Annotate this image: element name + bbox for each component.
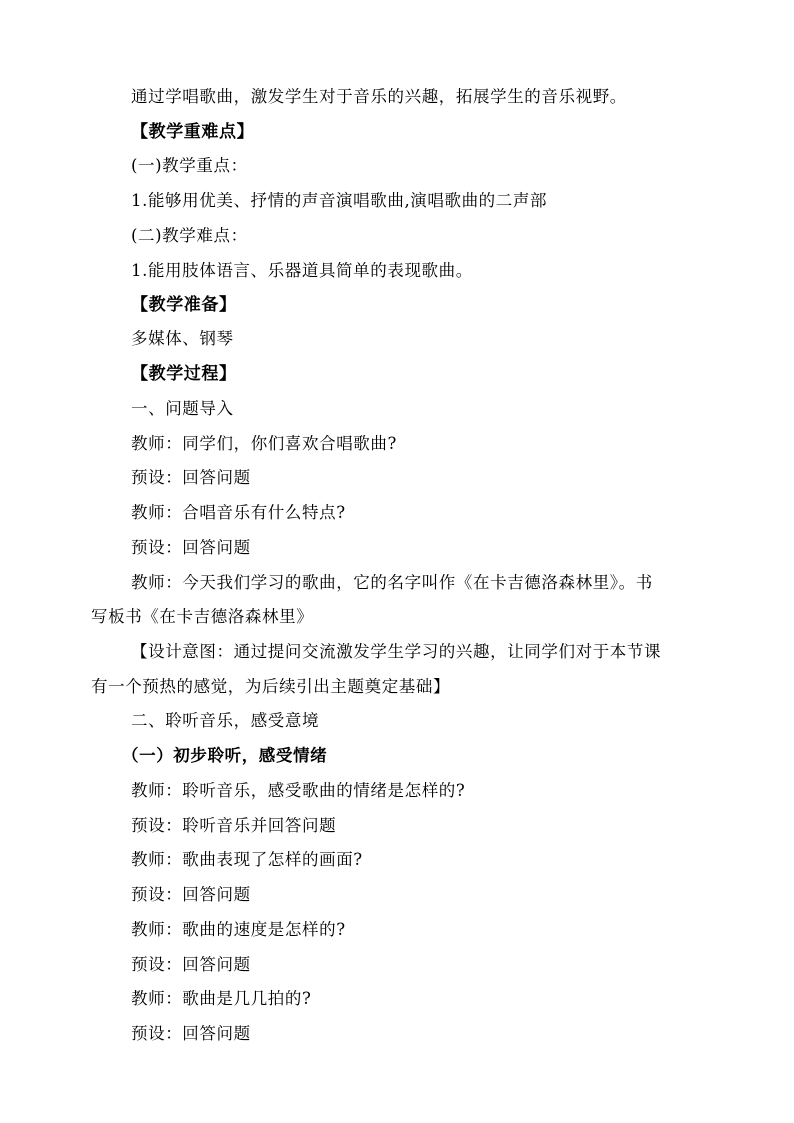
dialogue-line: 教师：歌曲表现了怎样的画面? xyxy=(131,850,363,869)
dialogue-line: 教师：同学们，你们喜欢合唱歌曲? xyxy=(131,434,397,453)
section-problem-intro: 一、问题导入 xyxy=(131,399,234,418)
dialogue-line: 教师：歌曲的速度是怎样的? xyxy=(131,920,346,939)
dialogue-line: 教师：聆听音乐，感受歌曲的情绪是怎样的? xyxy=(131,781,466,800)
difficult-point-1: 1.能用肢体语言、乐器道具简单的表现歌曲。 xyxy=(131,261,473,280)
teacher-intro-line-1: 教师：今天我们学习的歌曲，它的名字叫作《在卡吉德洛森林里》。书 xyxy=(131,573,653,592)
heading-preparation: 【教学准备】 xyxy=(131,295,237,315)
dialogue-line: 预设：聆听音乐并回答问题 xyxy=(131,816,337,835)
heading-key-difficult: 【教学重难点】 xyxy=(131,122,255,142)
goal-paragraph: 通过学唱歌曲，激发学生对于音乐的兴趣，拓展学生的音乐视野。 xyxy=(131,87,627,106)
dialogue-line: 教师：合唱音乐有什么特点? xyxy=(131,503,346,522)
subheading-difficult-points: (二)教学难点： xyxy=(131,226,248,245)
subheading-key-points: (一)教学重点： xyxy=(131,156,248,175)
key-point-1: 1.能够用优美、抒情的声音演唱歌曲,演唱歌曲的二声部 xyxy=(131,191,548,210)
section-listen-music: 二、聆听音乐，感受意境 xyxy=(131,711,320,730)
dialogue-line: 预设：回答问题 xyxy=(131,538,251,557)
teacher-intro-line-2: 写板书《在卡吉德洛森林里》 xyxy=(91,607,314,626)
subsection-initial-listen: （一）初步聆听，感受情绪 xyxy=(122,746,328,765)
dialogue-line: 预设：回答问题 xyxy=(131,885,251,904)
dialogue-line: 预设：回答问题 xyxy=(131,1024,251,1043)
design-intent-line-1: 【设计意图：通过提问交流激发学生学习的兴趣，让同学们对于本节课 xyxy=(131,642,662,661)
dialogue-line: 教师：歌曲是几几拍的? xyxy=(131,989,312,1008)
dialogue-line: 预设：回答问题 xyxy=(131,468,251,487)
heading-process: 【教学过程】 xyxy=(131,364,237,384)
dialogue-line: 预设：回答问题 xyxy=(131,955,251,974)
design-intent-line-2: 有一个预热的感觉，为后续引出主题奠定基础】 xyxy=(91,677,451,696)
preparation-items: 多媒体、钢琴 xyxy=(131,329,234,348)
